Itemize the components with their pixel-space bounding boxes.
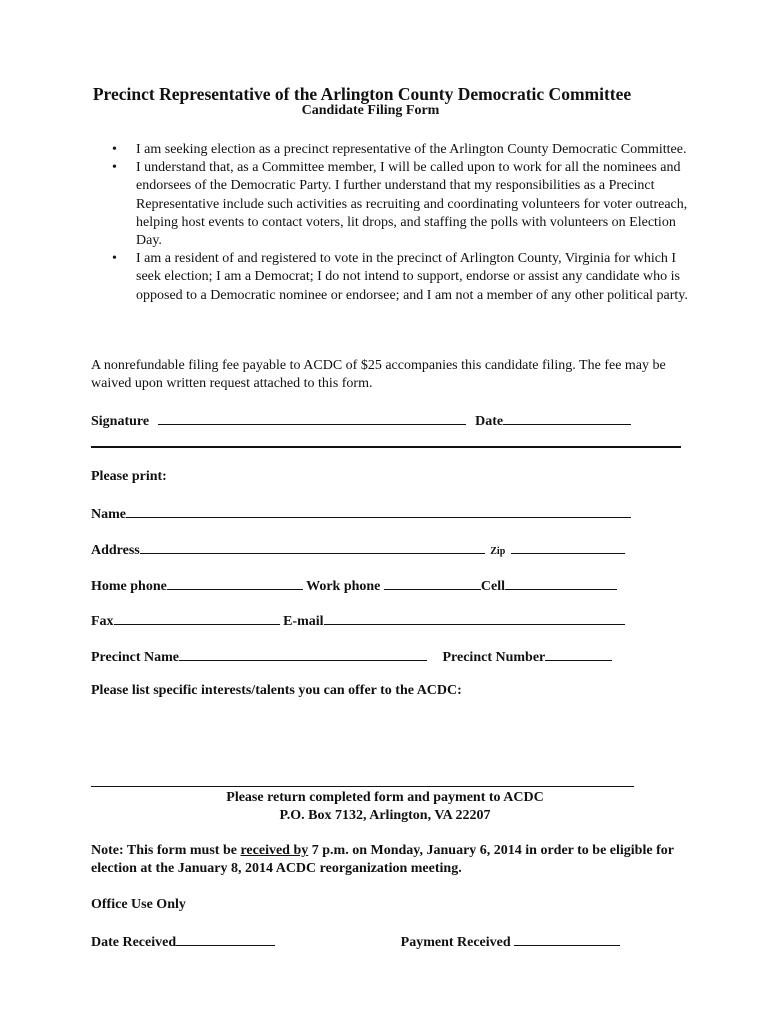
email-field[interactable] [324, 611, 625, 625]
statement-item [91, 141, 691, 159]
statement-text: I am a resident of and registered to vote in the precinct of Arlington County, Virginia for which I seek election; I am a Democrat; I do not intend to support, endorse or assist any candidate who is opposed to a Democratic nominee or endorsee; and I am not a member of any other political party. [136, 251, 688, 303]
precinct-name-field[interactable] [179, 647, 427, 661]
date-received-label: Date Received [91, 935, 177, 950]
office-row [91, 932, 620, 952]
date-label: Date [475, 414, 504, 429]
zip-label: Zip [490, 546, 506, 557]
note-text-end: 7 p.m. on Monday, January 6, 2014 in order to be eligible for election at the January 8, 2014 ACDC reorganization meeting. [91, 843, 674, 877]
cell-field[interactable] [505, 576, 617, 590]
bullet-icon: • [112, 142, 117, 157]
work-phone-label: Work phone [306, 579, 381, 594]
name-row [91, 504, 631, 524]
interests-label: Please list specific interests/talents you can offer to the ACDC: [91, 683, 462, 698]
section-divider [91, 446, 681, 448]
home-phone-field[interactable] [167, 576, 303, 590]
signature-row [91, 411, 631, 431]
payment-received-label: Payment Received [400, 935, 511, 950]
statement-text: I understand that, as a Committee member, I will be called upon to work for all the nominees and endorsees of the Democratic Party. I further understand that my responsibilities as a Precinct Representative include such activities as recruiting and coordinating volunteers for voter outreach, helping host events to contact voters, lit drops, and staffing the polls with volunteers on Election Day. [136, 160, 688, 249]
bullet-icon: • [112, 160, 117, 176]
address-row [91, 540, 625, 561]
name-label: Name [91, 507, 126, 522]
return-line-2: P.O. Box 7132, Arlington, VA 22207 [279, 808, 491, 823]
form-title: Precinct Representative of the Arlington County Democratic Committee [92, 84, 632, 104]
fax-label: Fax [91, 614, 114, 629]
address-label: Address [91, 543, 140, 558]
signature-field[interactable] [158, 411, 466, 425]
payment-received-field[interactable] [514, 932, 620, 946]
precinct-row [91, 647, 612, 667]
date-field[interactable] [503, 411, 631, 425]
address-field[interactable] [140, 540, 485, 554]
deadline-note [91, 842, 691, 878]
precinct-number-field[interactable] [545, 647, 612, 661]
work-phone-field[interactable] [384, 576, 481, 590]
home-phone-label: Home phone [91, 579, 167, 594]
signature-label: Signature [91, 414, 150, 429]
name-field[interactable] [126, 504, 631, 518]
note-text-start: Note: This form must be [91, 843, 241, 858]
please-print-label: Please print: [91, 469, 167, 484]
statement-item [91, 250, 691, 305]
note-underlined: received by [240, 843, 309, 858]
fee-paragraph: A nonrefundable filing fee payable to ACDC of $25 accompanies this candidate filing. The fee may be waived upon written request attached to this form. [91, 358, 666, 392]
fax-email-row [91, 611, 625, 631]
statement-item [91, 159, 691, 250]
return-line-1: Please return completed form and payment to ACDC [226, 790, 544, 805]
form-subtitle: Candidate Filing Form [301, 103, 440, 118]
zip-field[interactable] [511, 540, 625, 554]
email-label: E-mail [283, 614, 324, 629]
fax-field[interactable] [114, 611, 280, 625]
bullet-icon: • [112, 251, 117, 267]
interests-field[interactable] [91, 786, 634, 787]
precinct-name-label: Precinct Name [91, 650, 179, 665]
statement-text: I am seeking election as a precinct representative of the Arlington County Democratic Committee. [136, 142, 687, 157]
statement-list [91, 141, 691, 305]
date-received-field[interactable] [176, 932, 275, 946]
office-use-heading: Office Use Only [91, 897, 186, 912]
cell-label: Cell [480, 579, 506, 594]
phone-row [91, 576, 617, 596]
precinct-number-label: Precinct Number [442, 650, 546, 665]
